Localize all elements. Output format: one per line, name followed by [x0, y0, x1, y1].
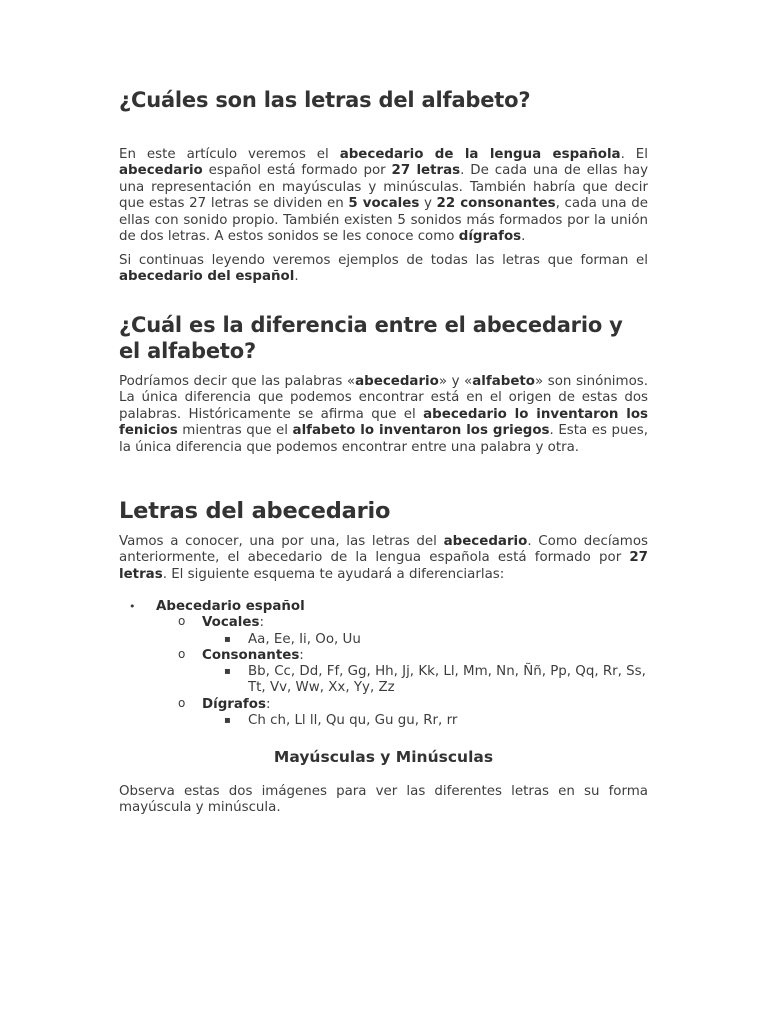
- article-title: ¿Cuáles son las letras del alfabeto?: [119, 88, 531, 112]
- list-item-abecedario: • Abecedario español: [129, 599, 305, 614]
- section-heading-letras: Letras del abecedario: [119, 498, 391, 524]
- diferencia-paragraph: Podríamos decir que las palabras «abecedario» y «alfabeto» son sinónimos. La única diferencia que podemos encontrar está en el origen de estas dos palabras. Históricamente se afirma que el abecedario lo inventaron los fenicios mientras que el alfabeto lo inventaron los griegos. Esta es pues, la única diferencia que podemos encontrar entre una palabra y otra.: [119, 374, 649, 455]
- mayusculas-paragraph: Observa estas dos imágenes para ver las diferentes letras en su forma mayúscula y minúscula.: [119, 784, 648, 816]
- square-bullet-icon: ▪: [224, 666, 231, 678]
- circle-bullet-icon: o: [178, 646, 186, 661]
- list-item-vocales-letters: ▪ Aa, Ee, Ii, Oo, Uu: [224, 631, 361, 647]
- letras-paragraph: Vamos a conocer, una por una, las letras del abecedario. Como decíamos anteriormente, el abecedario de la lengua española está formado por 27 letras. El siguiente esquema te ayudará a diferenciarlas:: [119, 534, 648, 582]
- square-bullet-icon: ▪: [224, 633, 231, 645]
- list-item-consonantes-letters: ▪ Bb, Cc, Dd, Ff, Gg, Hh, Jj, Kk, Ll, Mm, Nn, Ññ, Pp, Qq, Rr, Ss, Tt, Vv, Ww, Xx, Yy, Zz: [224, 664, 646, 696]
- continue-paragraph: Si continuas leyendo veremos ejemplos de todas las letras que forman el abecedario del español.: [119, 253, 648, 285]
- list-item-digrafos: o Dígrafos:: [178, 695, 271, 712]
- section-heading-diferencia: ¿Cuál es la diferencia entre el abecedario y el alfabeto?: [119, 313, 623, 363]
- list-item-digrafos-letters: ▪ Ch ch, Ll ll, Qu qu, Gu gu, Rr, rr: [224, 713, 458, 729]
- circle-bullet-icon: o: [178, 614, 186, 629]
- alphabet-outline: [119, 599, 659, 729]
- circle-bullet-icon: o: [178, 695, 186, 710]
- list-item-consonantes: o Consonantes:: [178, 646, 304, 663]
- bullet-icon: •: [129, 600, 136, 613]
- intro-paragraph: En este artículo veremos el abecedario de la lengua española. El abecedario español está formado por 27 letras. De cada una de ellas hay una representación en mayúsculas y minúsculas. También habría que decir que estas 27 letras se dividen en 5 vocales y 22 consonantes, cada una de ellas con sonido propio. También existen 5 sonidos más formados por la unión de dos letras. A estos sonidos se les conoce como dígrafos.: [119, 147, 648, 245]
- square-bullet-icon: ▪: [224, 715, 231, 727]
- list-item-vocales: o Vocales:: [178, 614, 264, 631]
- section-heading-mayusculas: Mayúsculas y Minúsculas: [273, 748, 494, 766]
